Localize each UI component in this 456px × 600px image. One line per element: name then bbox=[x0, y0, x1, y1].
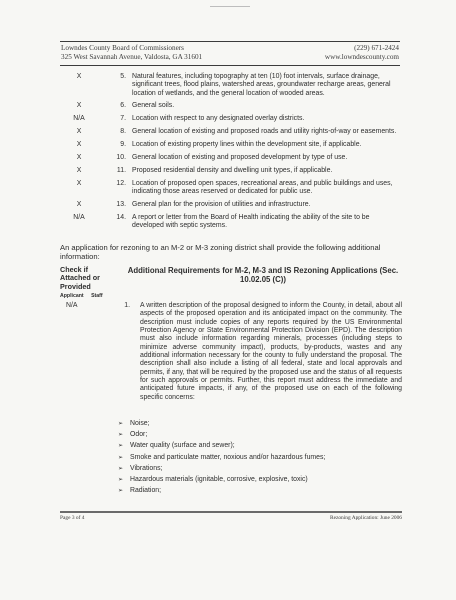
item-number: 5. bbox=[120, 73, 126, 80]
check-mark: X bbox=[76, 179, 82, 187]
checklist-item bbox=[60, 154, 402, 162]
org-phone: (229) 671-2424 bbox=[354, 44, 399, 52]
checklist-item bbox=[60, 73, 402, 98]
check-mark: X bbox=[76, 154, 82, 162]
arrow-bullet-icon: ➢ bbox=[118, 476, 124, 483]
item-text: Location of proposed open spaces, recreational areas, and public buildings and uses, indicating those areas reserved or dedicated for public use. bbox=[132, 179, 393, 196]
list-item bbox=[118, 454, 388, 462]
checklist-item bbox=[60, 180, 402, 197]
item-number: 11. bbox=[116, 166, 126, 174]
list-item bbox=[118, 465, 388, 473]
arrow-bullet-icon: ➢ bbox=[118, 432, 124, 439]
check-mark: X bbox=[76, 73, 82, 80]
arrow-bullet-icon: ➢ bbox=[118, 443, 124, 450]
form-version: Rezoning Application: June 2006 bbox=[329, 515, 402, 521]
item-text: Location of existing property lines within the development site, if applicable. bbox=[132, 141, 362, 149]
check-mark: X bbox=[76, 141, 82, 149]
item-text: General soils. bbox=[132, 102, 175, 110]
item-number: 10. bbox=[116, 154, 126, 162]
footer-divider bbox=[60, 511, 402, 513]
list-item bbox=[118, 442, 388, 450]
scan-artifact bbox=[210, 6, 250, 7]
item-text: Natural features, including topography at ten (10) foot intervals, surface drainage, significant trees, flood plains, watershed areas, groundwater recharge areas, general location of wetlands, and the general location of wooded areas. bbox=[132, 73, 391, 97]
item-text: General location of existing and proposed development by type of use. bbox=[132, 154, 348, 162]
check-mark: X bbox=[76, 128, 82, 136]
arrow-bullet-icon: ➢ bbox=[118, 465, 124, 472]
checklist-item bbox=[60, 102, 402, 110]
org-address: 325 West Savannah Avenue, Valdosta, GA 31601 bbox=[61, 53, 203, 61]
item-text: Location with respect to any designated overlay districts. bbox=[132, 115, 305, 123]
checklist-item bbox=[60, 115, 402, 123]
concerns-list bbox=[118, 420, 388, 498]
checklist-item bbox=[60, 141, 402, 149]
check-mark: N/A bbox=[66, 302, 78, 309]
check-column-heading: Check if Attached or Provided bbox=[60, 265, 100, 291]
item-number: 7. bbox=[120, 115, 126, 123]
requirement-item bbox=[60, 302, 402, 402]
item-text: General location of existing and proposed roads and utility rights-of-way or easements. bbox=[132, 128, 397, 136]
item-text: A report or letter from the Board of Health indicating the ability of the site to be developed with septic systems. bbox=[132, 213, 370, 230]
item-number: 8. bbox=[120, 128, 126, 136]
concern-text: Odor; bbox=[130, 431, 148, 439]
arrow-bullet-icon: ➢ bbox=[118, 454, 124, 461]
checklist-item bbox=[60, 128, 402, 136]
concern-text: Smoke and particulate matter, noxious and/or hazardous fumes; bbox=[130, 453, 326, 461]
list-item bbox=[118, 476, 388, 484]
item-number: 14. bbox=[116, 213, 126, 221]
list-item bbox=[118, 431, 388, 439]
check-mark: X bbox=[76, 166, 82, 174]
requirements-title: Additional Requirements for M-2, M-3 and IS Rezoning Applications (Sec. 10.02.05 (C)) bbox=[127, 266, 399, 285]
checklist-item bbox=[60, 201, 402, 209]
concern-text: Radiation; bbox=[130, 487, 162, 495]
check-mark: N/A bbox=[73, 115, 85, 123]
check-mark: X bbox=[76, 102, 82, 110]
checklist bbox=[60, 73, 402, 235]
concern-text: Hazardous materials (ignitable, corrosive, explosive, toxic) bbox=[130, 475, 308, 483]
check-mark: N/A bbox=[73, 213, 85, 221]
application-intro: An application for rezoning to an M-2 or M-3 zoning district shall provide the following additional information: bbox=[60, 243, 381, 262]
list-item bbox=[118, 487, 388, 495]
item-number: 1. bbox=[124, 302, 130, 309]
arrow-bullet-icon: ➢ bbox=[118, 421, 124, 427]
item-text: A written description of the proposal designed to inform the County, in detail, about all aspects of the proposed operation and its anticipated impact on the community. The description must include copies of any reports required by the US Environmental Protection Agency or State Environmental Protection Division (EPD). The description must also include information regarding minerals, processes (including steps to minimize adverse community impact), products, by-products, wastes and any additional information necessary for the county to fully understand the proposal. The description shall also include a listing of all federal, state and local approvals and permits, if any, that will be required by the proposed use and the status of all requests for such approvals or permits. Further, this report must address the immediate and anticipated future impacts, if any, of the proposed use on each of the following specific concerns: bbox=[140, 302, 402, 401]
concern-text: Water quality (surface and sewer); bbox=[130, 442, 235, 450]
checklist-item bbox=[60, 167, 402, 175]
list-item bbox=[118, 420, 388, 428]
page-number: Page 3 of 4 bbox=[60, 515, 85, 521]
item-number: 9. bbox=[120, 141, 126, 149]
check-mark: X bbox=[76, 201, 82, 209]
item-number: 13. bbox=[116, 201, 126, 209]
item-text: General plan for the provision of utilities and infrastructure. bbox=[132, 201, 311, 209]
check-sub-headings: Applicant Staff bbox=[60, 293, 103, 299]
concern-text: Noise; bbox=[130, 420, 150, 427]
item-text: Proposed residential density and dwelling unit types, if applicable. bbox=[132, 166, 333, 174]
arrow-bullet-icon: ➢ bbox=[118, 488, 124, 495]
document-header bbox=[60, 41, 400, 66]
org-website: www.lowndescounty.com bbox=[324, 53, 399, 61]
org-name: Lowndes County Board of Commissioners bbox=[61, 44, 184, 52]
checklist-item bbox=[60, 214, 402, 231]
header-left bbox=[61, 44, 202, 62]
item-number: 6. bbox=[120, 102, 126, 110]
concern-text: Vibrations; bbox=[130, 464, 163, 472]
item-number: 12. bbox=[116, 179, 126, 187]
header-right bbox=[325, 44, 399, 62]
